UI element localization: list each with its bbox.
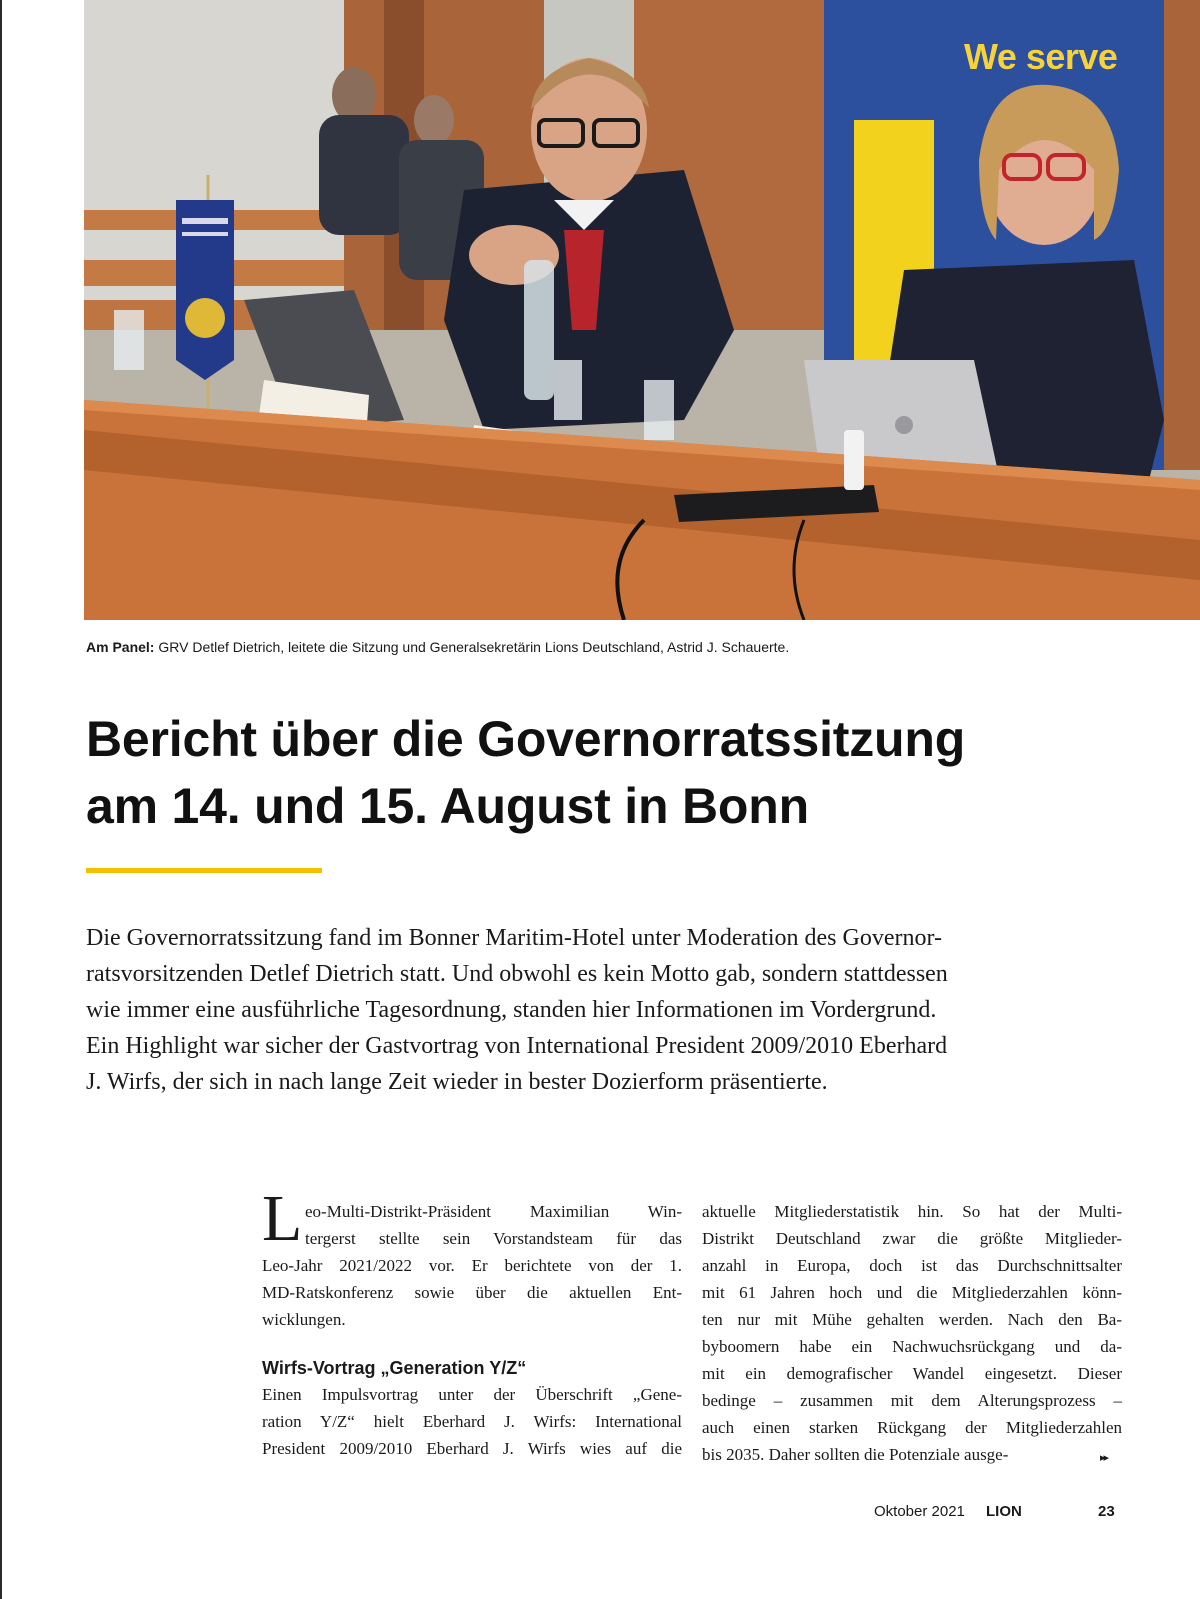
body-line: eo-Multi-Distrikt-Präsident Maximilian Win- — [305, 1202, 682, 1221]
body-line: mit 61 Jahren hoch und die Mitgliederzahlen könn- — [702, 1283, 1122, 1302]
footer-magazine-name: LION — [986, 1503, 1022, 1520]
body-column-left — [262, 1182, 682, 1462]
body-line: mit ein demografischer Wandel eingesetzt. Dieser — [702, 1364, 1122, 1383]
body-line: anzahl in Europa, doch ist das Durchschnittsalter — [702, 1256, 1122, 1275]
intro-line: Die Governorratssitzung fand im Bonner Maritim-Hotel unter Moderation des Governor- — [86, 925, 942, 951]
body-line: ration Y/Z“ hielt Eberhard J. Wirfs: International — [262, 1412, 682, 1431]
body-line: President 2009/2010 Eberhard J. Wirfs wies auf die — [262, 1439, 682, 1458]
body-line: wicklungen. — [262, 1310, 346, 1329]
footer-page-number: 23 — [1098, 1503, 1115, 1520]
body-line: bedinge – zusammen mit dem Alterungsprozess – — [702, 1391, 1122, 1410]
headline-line-2: am 14. und 15. August in Bonn — [86, 778, 809, 834]
intro-line: Ein Highlight war sicher der Gastvortrag von International President 2009/2010 Eberhard — [86, 1033, 948, 1059]
body-line: MD-Ratskonferenz sowie über die aktuellen Ent- — [262, 1283, 682, 1302]
body-line: ten nur mit Mühe gehalten werden. Nach den Ba- — [702, 1310, 1122, 1329]
headline-line-1: Bericht über die Governorratssitzung — [86, 711, 966, 767]
body-line: Einen Impulsvortrag unter der Überschrift „Gene- — [262, 1385, 682, 1404]
article-photo — [84, 0, 1200, 620]
footer-issue-date: Oktober 2021 — [874, 1503, 965, 1520]
caption-text: GRV Detlef Dietrich, leitete die Sitzung und Generalsekretärin Lions Deutschland, Astrid J. Schauerte. — [154, 639, 790, 655]
intro-line: J. Wirfs, der sich in nach lange Zeit wieder in bester Dozierform präsentierte. — [86, 1069, 828, 1095]
banner-slogan: We serve — [964, 36, 1118, 77]
body-line: aktuelle Mitgliederstatistik hin. So hat der Multi- — [702, 1202, 1122, 1221]
body-line: tergerst stellte sein Vorstandsteam für das — [305, 1229, 682, 1248]
body-column-right — [702, 1198, 1122, 1468]
article-headline — [86, 706, 1166, 840]
body-line: Leo-Jahr 2021/2022 vor. Er berichtete von der 1. — [262, 1256, 682, 1275]
body-line: Distrikt Deutschland zwar die größte Mitglieder- — [702, 1229, 1122, 1248]
caption-lead: Am Panel: — [86, 639, 155, 655]
body-line: auch einen starken Rückgang der Mitgliederzahlen — [702, 1418, 1122, 1437]
drop-cap: L — [262, 1182, 303, 1255]
section-subhead: Wirfs-Vortrag „Generation Y/Z“ — [262, 1358, 527, 1378]
page-edge-rule — [0, 0, 2, 1599]
intro-paragraph — [86, 920, 1046, 1100]
body-line: bis 2035. Daher sollten die Potenziale ausge- — [702, 1445, 1009, 1464]
continue-arrows-icon: ▸▸ — [1100, 1451, 1108, 1464]
headline-accent-rule — [86, 868, 322, 873]
intro-line: ratsvorsitzenden Detlef Dietrich statt. Und obwohl es kein Motto gab, sondern stattdessen — [86, 961, 948, 987]
photo-illustration — [84, 0, 1200, 620]
photo-caption — [86, 639, 789, 655]
intro-line: wie immer eine ausführliche Tagesordnung, standen hier Informationen im Vordergrund. — [86, 997, 937, 1023]
body-line: byboomern habe ein Nachwuchsrückgang und da- — [702, 1337, 1122, 1356]
